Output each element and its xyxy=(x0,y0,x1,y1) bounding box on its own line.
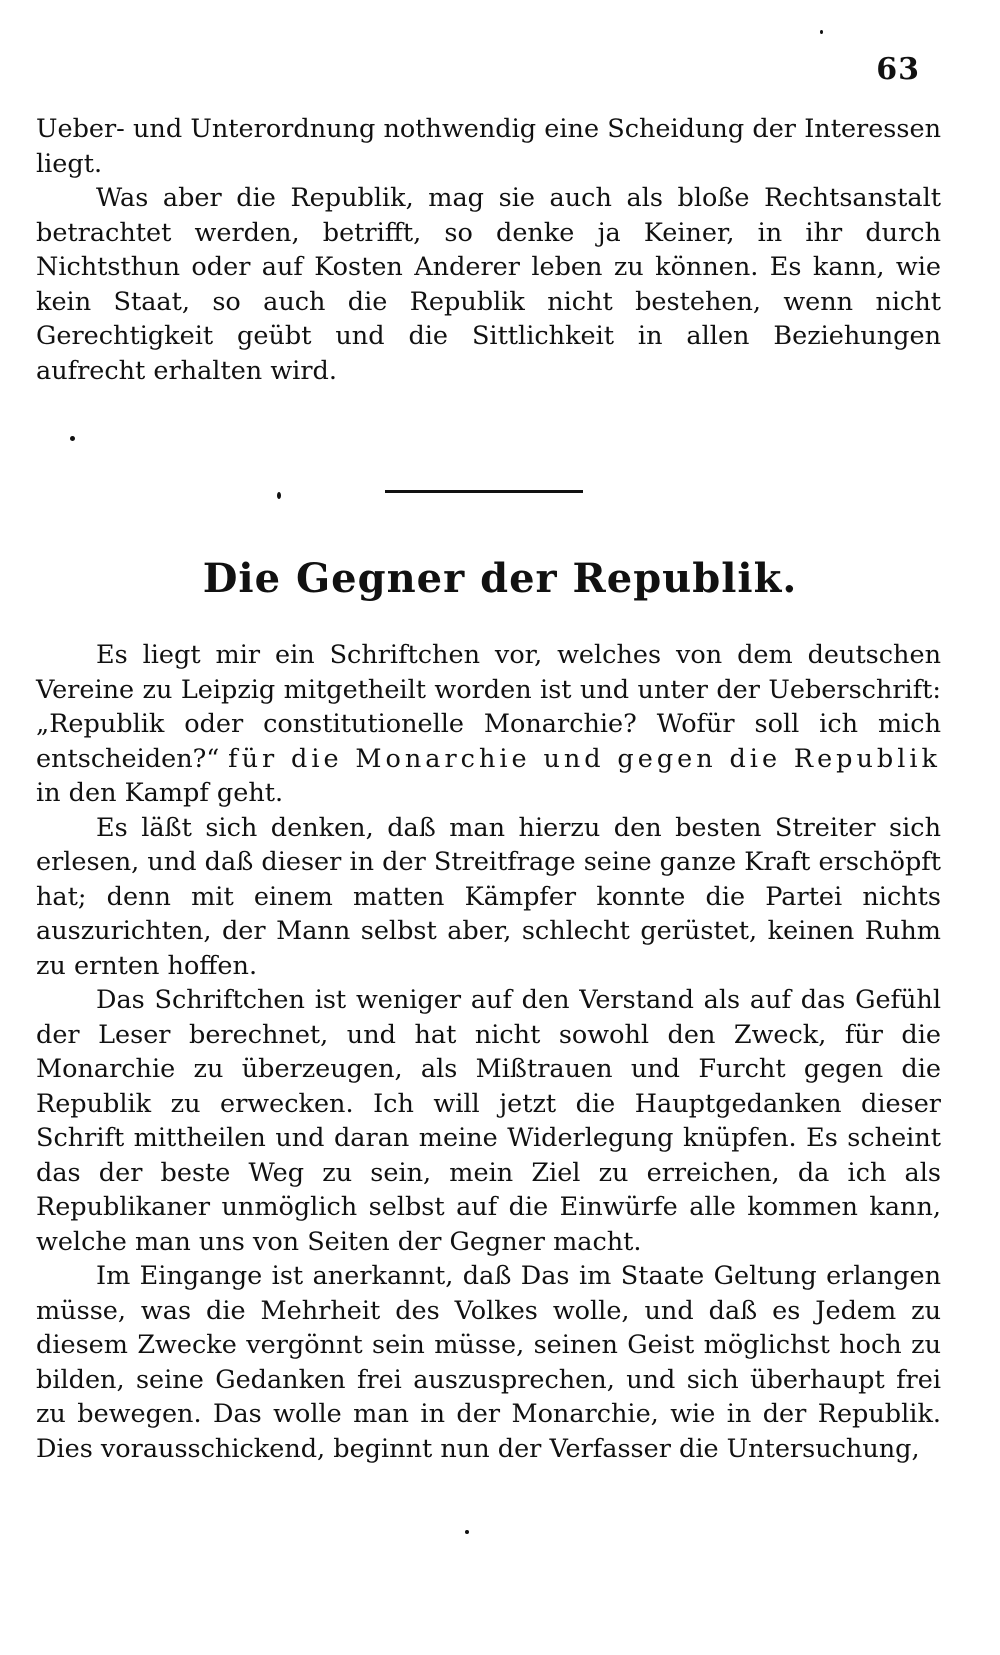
section-paragraph-3: Das Schriftchen ist weniger auf den Verstand als auf das Gefühl der Leser berechnet, und hat nicht sowohl den Zweck, für die Monarchie zu überzeugen, als Mißtrauen und Furcht gegen die Republik zu erwecken. Ich will jetzt die Hauptgedanken dieser Schrift mittheilen und daran meine Widerlegung knüpfen. Es scheint das der beste Weg zu sein, mein Ziel zu erreichen, da ich als Republikaner unmöglich selbst auf die Einwürfe alle kommen kann, welche man uns von Seiten der Gegner macht. xyxy=(36,985,941,1257)
intro-text xyxy=(36,112,941,388)
print-speck xyxy=(820,30,823,34)
page-number: 63 xyxy=(876,52,920,87)
section-paragraph-1-spaced-text: für die Monarchie und gegen die Republik xyxy=(228,743,941,774)
section-paragraph-4: Im Eingange ist anerkannt, daß Das im Staate Geltung erlangen müsse, was die Mehrheit des Volkes wolle, und daß es Jedem zu diesem Zwecke vergönnt sein müsse, seinen Geist möglichst hoch zu bilden, seine Gedanken frei auszusprechen, und sich überhaupt frei zu bewegen. Das wolle man in der Monarchie, wie in der Republik. Dies vorausschickend, beginnt nun der Verfasser die Untersuchung, xyxy=(36,1261,941,1464)
section-paragraph-2: Es läßt sich denken, daß man hierzu den besten Streiter sich erlesen, und daß dieser in der Streitfrage seine ganze Kraft erschöpft hat; denn mit einem matten Kämpfer konnte die Partei nichts auszurichten, der Mann selbst aber, schlecht gerüstet, keinen Ruhm zu ernten hoffen. xyxy=(36,812,941,981)
section-title: Die Gegner der Republik. xyxy=(202,555,798,602)
section-body xyxy=(36,638,941,1466)
section-paragraph-1-text-a: Es liegt mir ein Schriftchen vor, welches von dem deutschen Vereine zu Leipzig mitgetheilt worden ist und unter der Ueberschrift: „Republik oder constitutionelle Monarchie? Wofür soll ich mich entscheiden?“ xyxy=(36,640,941,774)
section-divider-rule xyxy=(385,490,583,493)
print-speck xyxy=(465,1530,469,1534)
intro-paragraph-1: Ueber- und Unterordnung nothwendig eine Scheidung der Interessen liegt. xyxy=(36,114,941,179)
print-speck xyxy=(277,492,281,499)
section-paragraph-1-text-b: in den Kampf geht. xyxy=(36,778,284,808)
section-paragraph-1 xyxy=(36,638,941,811)
intro-paragraph-2: Was aber die Republik, mag sie auch als bloße Rechtsanstalt betrachtet werden, betrifft, so denke ja Keiner, in ihr durch Nichtsthun oder auf Kosten Anderer leben zu können. Es kann, wie kein Staat, so auch die Republik nicht bestehen, wenn nicht Gerechtigkeit geübt und die Sittlichkeit in allen Beziehungen aufrecht erhalten wird. xyxy=(36,183,941,386)
print-speck xyxy=(70,436,75,441)
